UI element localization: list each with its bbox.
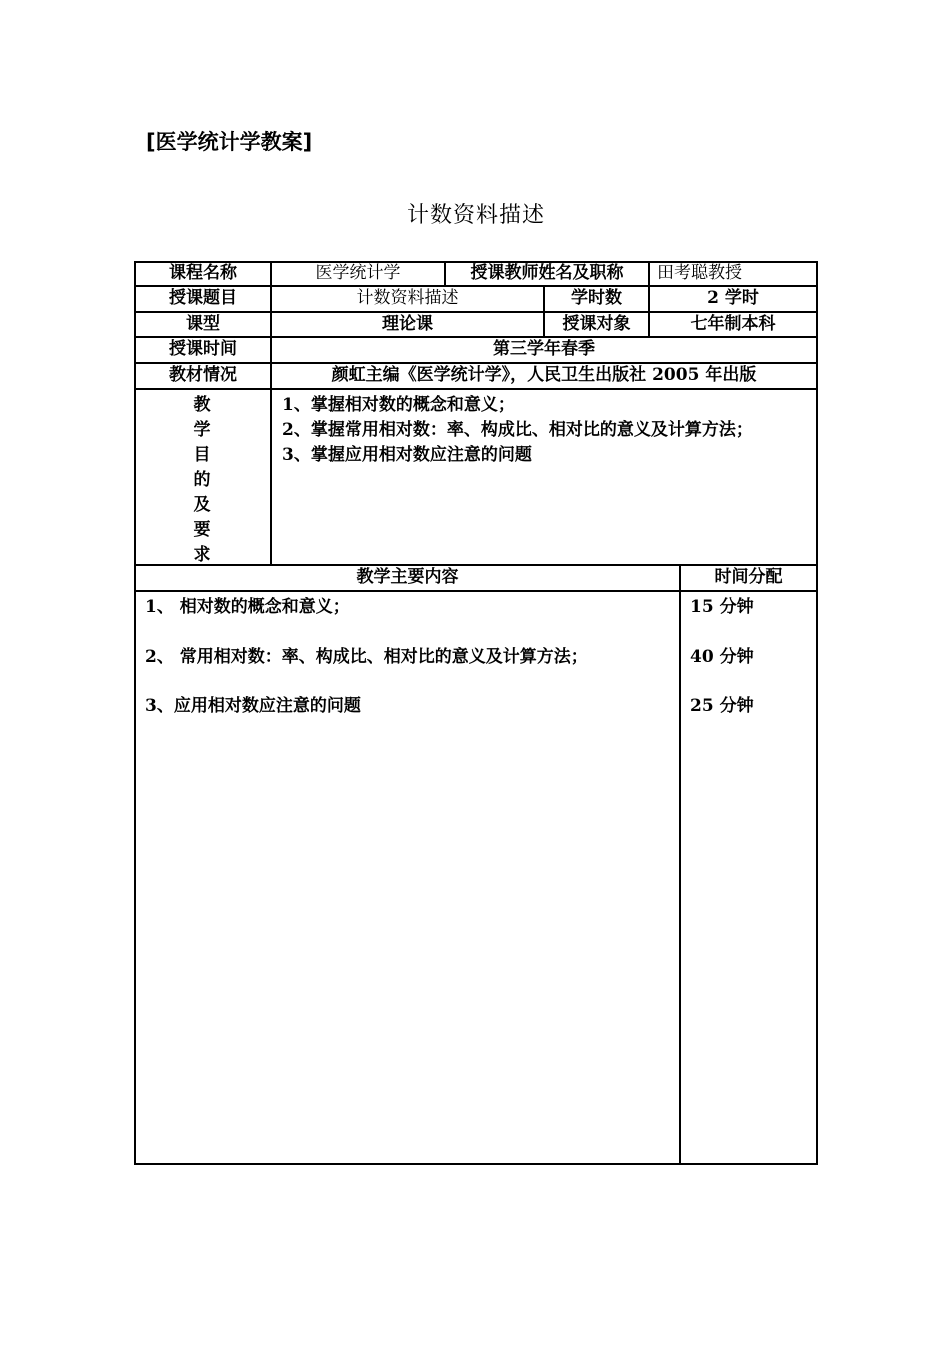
course-type-label: 课型	[186, 314, 220, 334]
main-content-header: 教学主要内容	[356, 567, 459, 587]
time-allocation-header: 时间分配	[714, 567, 783, 587]
page-title: 计数资料描述	[406, 203, 545, 228]
objectives-label-char: 求	[193, 545, 211, 565]
table-col-divider	[679, 564, 681, 1165]
course-type-value: 理论课	[382, 314, 433, 334]
time-item: 40 分钟	[690, 647, 754, 667]
textbook-label: 教材情况	[169, 365, 237, 385]
table-col-divider	[648, 261, 650, 287]
teaching-time-value: 第三学年春季	[493, 339, 595, 359]
audience-value: 七年制本科	[690, 314, 776, 334]
textbook-value: 颜虹主编《医学统计学》，人民卫生出版社 2005 年出版	[331, 365, 757, 385]
objective-item: 3、掌握应用相对数应注意的问题	[282, 445, 532, 465]
objectives-label-char: 的	[193, 470, 211, 490]
objectives-label-char: 教	[193, 395, 211, 415]
objectives-label-char: 及	[193, 495, 211, 515]
objective-item: 1、掌握相对数的概念和意义；	[282, 395, 515, 415]
teaching-time-label: 授课时间	[169, 339, 237, 359]
objectives-label-char: 要	[193, 520, 211, 540]
table-border	[816, 261, 818, 1165]
time-item: 25 分钟	[690, 696, 754, 716]
audience-label: 授课对象	[562, 314, 631, 334]
hours-value: 2 学时	[707, 288, 759, 308]
content-item: 1、 相对数的概念和意义；	[145, 597, 350, 617]
course-name-value: 医学统计学	[315, 263, 401, 283]
content-item: 3、应用相对数应注意的问题	[145, 696, 361, 716]
topic-label: 授课题目	[169, 288, 237, 308]
teacher-label: 授课教师姓名及职称	[470, 263, 624, 283]
objectives-label-char: 学	[193, 420, 211, 440]
course-name-label: 课程名称	[169, 263, 237, 283]
objectives-label-char: 目	[193, 445, 211, 465]
objective-item: 2、掌握常用相对数：率、构成比、相对比的意义及计算方法；	[282, 420, 753, 440]
hours-label: 学时数	[571, 288, 622, 308]
table-border	[134, 1163, 818, 1165]
topic-value: 计数资料描述	[356, 288, 459, 308]
time-item: 15 分钟	[690, 597, 754, 617]
content-item: 2、 常用相对数：率、构成比、相对比的意义及计算方法；	[145, 647, 588, 667]
teacher-value: 田考聪教授	[657, 263, 742, 283]
document-header-tag: [医学统计学教案]	[146, 130, 313, 154]
